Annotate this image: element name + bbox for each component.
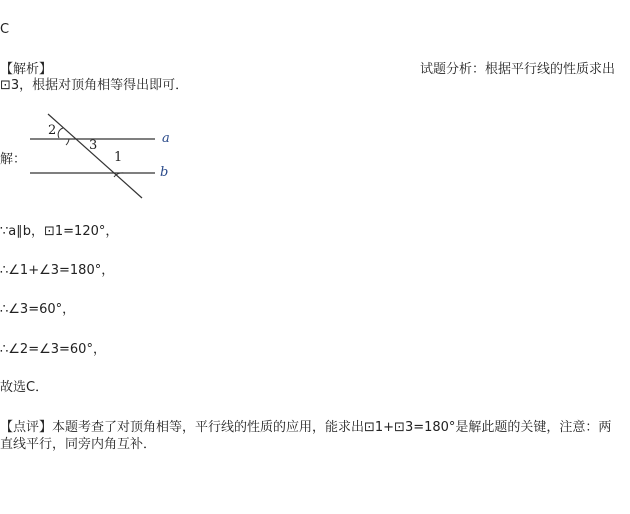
step-1: ∵a∥b，⊡1=120°， xyxy=(0,224,119,239)
analysis-summary-continued: ⊡3，根据对顶角相等得出即可． xyxy=(0,78,189,93)
transversal-line xyxy=(48,114,142,198)
line-a-label: a xyxy=(162,131,170,146)
comment-line-1: 【点评】本题考查了对顶角相等，平行线的性质的应用，能求出⊡1+⊡3=180°是解此题的关键，注意：两 xyxy=(0,420,612,435)
angle2-arc xyxy=(58,128,63,138)
step-3: ∴∠3=60°， xyxy=(0,302,76,317)
conclusion-text: 故选C． xyxy=(0,380,49,395)
answer-text: C xyxy=(0,22,10,37)
angle2-label: 2 xyxy=(48,123,57,138)
line-b-label: b xyxy=(160,165,169,180)
solution-prefix: 解： xyxy=(0,152,27,167)
angle3-arc xyxy=(66,139,69,145)
angle3-label: 3 xyxy=(89,138,98,153)
parallel-lines-diagram xyxy=(0,108,190,204)
step-2: ∴∠1+∠3=180°， xyxy=(0,263,115,278)
analysis-heading: 【解析】 xyxy=(0,62,53,77)
comment-line-2: 直线平行，同旁内角互补． xyxy=(0,437,157,452)
analysis-summary: 试题分析：根据平行线的性质求出 xyxy=(420,62,616,77)
step-4: ∴∠2=∠3=60°， xyxy=(0,342,106,357)
angle1-label: 1 xyxy=(114,150,123,165)
